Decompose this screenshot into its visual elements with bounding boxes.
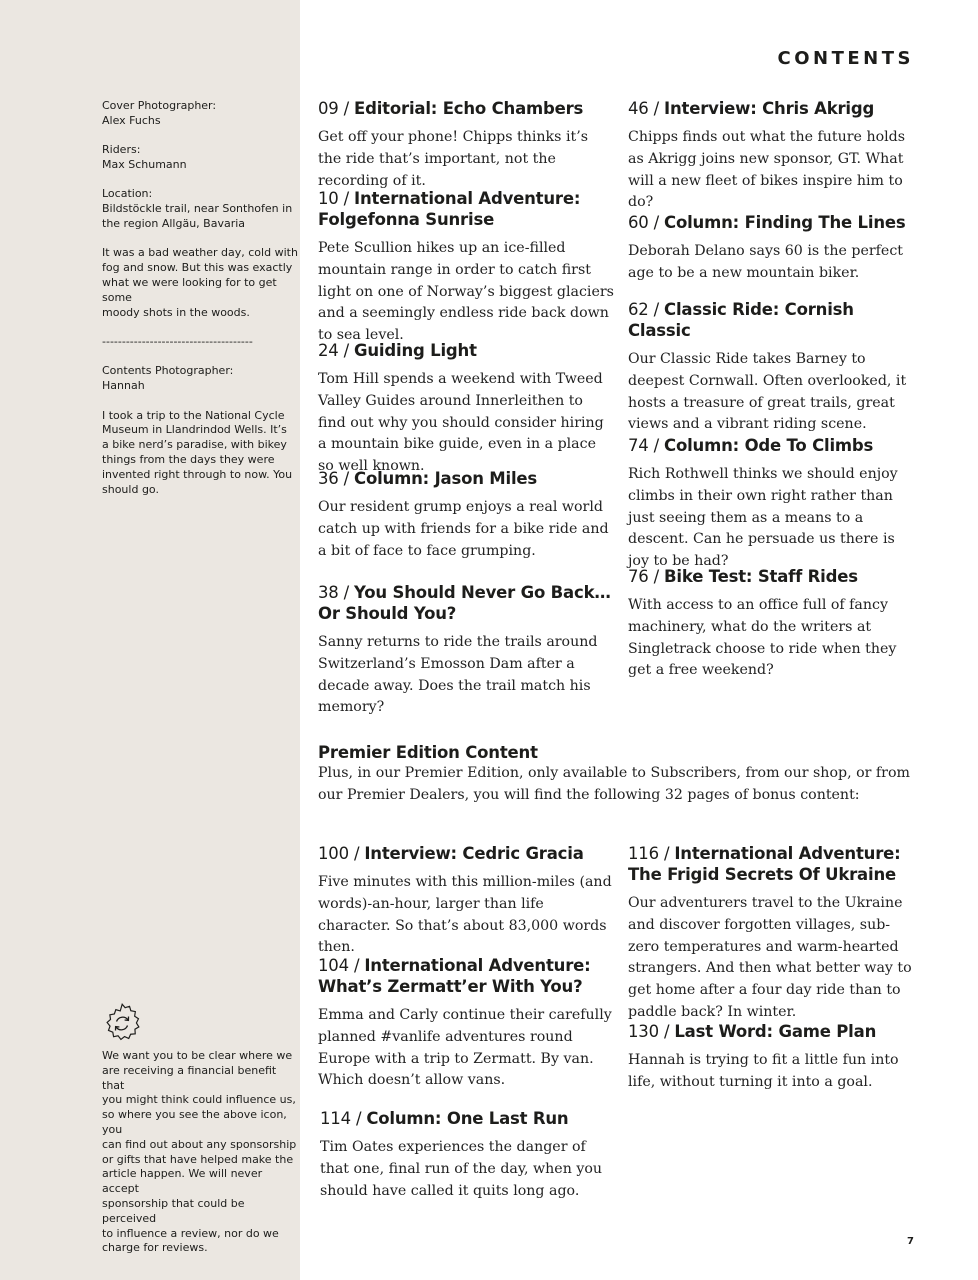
entry-description: Pete Scullion hikes up an ice-filled mountain range in order to catch first light on one of Norway’s biggest glaciers and a seemingly endless ride back down to sea level.	[318, 240, 614, 344]
premier-section	[318, 742, 918, 807]
entry-title: Last Word: Game Plan	[674, 1022, 877, 1041]
entry-page-number: 76 /	[628, 567, 665, 586]
entry-page-number: 36 /	[318, 469, 355, 488]
entry-title: Column: Finding The Lines	[664, 213, 906, 232]
entry-heading	[628, 843, 918, 885]
entry-heading	[318, 468, 614, 489]
cover-credit	[102, 99, 298, 129]
entry-heading	[628, 1021, 918, 1042]
page-number: 7	[907, 1236, 914, 1247]
entry-page-number: 62 /	[628, 300, 665, 319]
riders-name: Max Schumann	[102, 157, 187, 171]
entry-page-number: 24 /	[318, 341, 355, 360]
entry-description: Our resident grump enjoys a real world catch up with friends for a bike ride and a bit of face to face grumping.	[318, 499, 609, 559]
premier-toc-entry[interactable]	[318, 843, 614, 959]
toc-entry[interactable]	[318, 340, 614, 478]
toc-entry[interactable]	[318, 468, 614, 562]
entry-heading	[628, 299, 918, 341]
entry-description: Get off your phone! Chipps thinks it’s the ride that’s important, not the recording of it.	[318, 129, 588, 189]
entry-heading	[318, 955, 614, 997]
toc-entry[interactable]	[318, 98, 614, 192]
riders-label: Riders:	[102, 143, 141, 157]
toc-entry[interactable]	[318, 188, 614, 347]
premier-description: Plus, in our Premier Edition, only available to Subscribers, from our shop, or from our Premier Dealers, you will find the following 32 pages of bonus content:	[318, 765, 910, 803]
entry-heading	[318, 98, 614, 119]
entry-description: Tom Hill spends a weekend with Tweed Valley Guides around Innerleithen to find out why you should consider hiring a mountain bike guide, even in a place so well known.	[318, 371, 604, 475]
entry-title: International Adventure: Folgefonna Sunrise	[318, 189, 581, 229]
entry-heading	[318, 843, 614, 864]
entry-title: Column: Jason Miles	[354, 469, 538, 488]
entry-page-number: 10 /	[318, 189, 355, 208]
cover-credit-name: Alex Fuchs	[102, 113, 161, 127]
photo-credits	[102, 99, 298, 512]
cover-note: It was a bad weather day, cold with fog and snow. But this was exactly what we were looking for to get some moody shots in the woods.	[102, 246, 298, 319]
cover-credit-label: Cover Photographer:	[102, 99, 217, 112]
riders-credit	[102, 143, 298, 173]
toc-entry[interactable]	[628, 212, 918, 285]
entry-description: Deborah Delano says 60 is the perfect age to be a new mountain biker.	[628, 243, 903, 281]
entry-page-number: 60 /	[628, 213, 665, 232]
entry-description: Emma and Carly continue their carefully planned #vanlife adventures round Europe with a trip to Zermatt. By van. Which doesn’t allow vans.	[318, 1007, 612, 1089]
contents-note: I took a trip to the National Cycle Museum in Llandrindod Wells. It’s a bike nerd’s paradise, with bikey things from the days they were invented right through to now. You should go.	[102, 408, 293, 496]
contents-credit-name: Hannah	[102, 379, 145, 393]
entry-title: Column: One Last Run	[366, 1109, 569, 1128]
premier-toc-entry[interactable]	[320, 1108, 616, 1202]
entry-heading	[318, 582, 614, 624]
sidebar-divider: --------------------------------------	[102, 334, 253, 348]
premier-toc-entry[interactable]	[318, 955, 614, 1092]
entry-heading	[628, 98, 918, 119]
entry-page-number: 130 /	[628, 1022, 675, 1041]
entry-title: Editorial: Echo Chambers	[354, 99, 584, 118]
contents-credit-label: Contents Photographer:	[102, 364, 234, 378]
entry-heading	[628, 566, 918, 587]
entry-title: International Adventure: What’s Zermatt’er With You?	[318, 956, 591, 996]
premier-toc-entry[interactable]	[628, 843, 918, 1024]
entry-title: Guiding Light	[354, 341, 477, 360]
entry-description: Rich Rothwell thinks we should enjoy climbs in their own right rather than just seeing them as a means to a descent. Can he persuade us there is joy to be had?	[628, 466, 898, 570]
financial-disclosure: We want you to be clear where we are receiving a financial benefit that you might think could influence us, so where you see the above icon, you can find out about any sponsorship or gifts that have helped make the article happen. We will never accept sponsorship that could be perceived to influence a review, nor do we charge for reviews.	[102, 1049, 297, 1255]
entry-heading	[628, 435, 918, 456]
entry-description: Tim Oates experiences the danger of that one, final run of the day, when you should have called it quits long ago.	[320, 1139, 603, 1199]
entry-description: Hannah is trying to fit a little fun into life, without turning it into a goal.	[628, 1052, 899, 1090]
location-text: Bildstöckle trail, near Sonthofen in the region Allgäu, Bavaria	[102, 202, 293, 230]
entry-title: Interview: Chris Akrigg	[664, 99, 875, 118]
entry-description: Chipps finds out what the future holds as Akrigg joins new sponsor, GT. What will a new fleet of bikes inspire him to do?	[628, 129, 906, 211]
premier-heading: Premier Edition Content	[318, 743, 538, 762]
toc-entry[interactable]	[628, 435, 918, 573]
toc-entry[interactable]	[318, 582, 614, 719]
entry-title: International Adventure: The Frigid Secrets Of Ukraine	[628, 844, 901, 884]
entry-page-number: 74 /	[628, 436, 665, 455]
entry-page-number: 38 /	[318, 583, 355, 602]
toc-entry[interactable]	[628, 299, 918, 436]
location-credit	[102, 187, 298, 231]
entry-description: With access to an office full of fancy machinery, what do the writers at Singletrack choose to ride when they get a free weekend?	[628, 597, 897, 679]
entry-page-number: 116 /	[628, 844, 675, 863]
entry-title: Column: Ode To Climbs	[664, 436, 874, 455]
contents-credit	[102, 364, 298, 394]
entry-description: Our adventurers travel to the Ukraine and discover forgotten villages, sub-zero temperatures and warm-hearted strangers. And then what better way to get home after a four day ride than to paddle back? In winter.	[628, 895, 912, 1020]
entry-page-number: 100 /	[318, 844, 365, 863]
entry-title: Classic Ride: Cornish Classic	[628, 300, 854, 340]
entry-description: Our Classic Ride takes Barney to deepest Cornwall. Often overlooked, it hosts a treasure of great trails, great views and a vibrant riding scene.	[628, 351, 907, 433]
entry-page-number: 09 /	[318, 99, 355, 118]
sidebar-panel	[0, 0, 300, 1280]
entry-heading	[318, 188, 614, 230]
entry-heading	[320, 1108, 616, 1129]
page-title: CONTENTS	[777, 48, 914, 69]
entry-page-number: 114 /	[320, 1109, 367, 1128]
entry-page-number: 104 /	[318, 956, 365, 975]
sponsorship-cycle-icon	[102, 1003, 142, 1043]
entry-title: Bike Test: Staff Rides	[664, 567, 858, 586]
toc-entry[interactable]	[628, 98, 918, 214]
entry-heading	[628, 212, 918, 233]
entry-title: You Should Never Go Back… Or Should You?	[318, 583, 611, 623]
entry-page-number: 46 /	[628, 99, 665, 118]
entry-description: Sanny returns to ride the trails around Switzerland’s Emosson Dam after a decade away. Does the trail match his memory?	[318, 634, 598, 716]
entry-title: Interview: Cedric Gracia	[364, 844, 584, 863]
toc-entry[interactable]	[628, 566, 918, 682]
premier-toc-entry[interactable]	[628, 1021, 918, 1094]
entry-heading	[318, 340, 614, 361]
entry-description: Five minutes with this million-miles (and words)-an-hour, larger than life character. So that’s about 83,000 words then.	[318, 874, 612, 956]
location-label: Location:	[102, 187, 153, 201]
